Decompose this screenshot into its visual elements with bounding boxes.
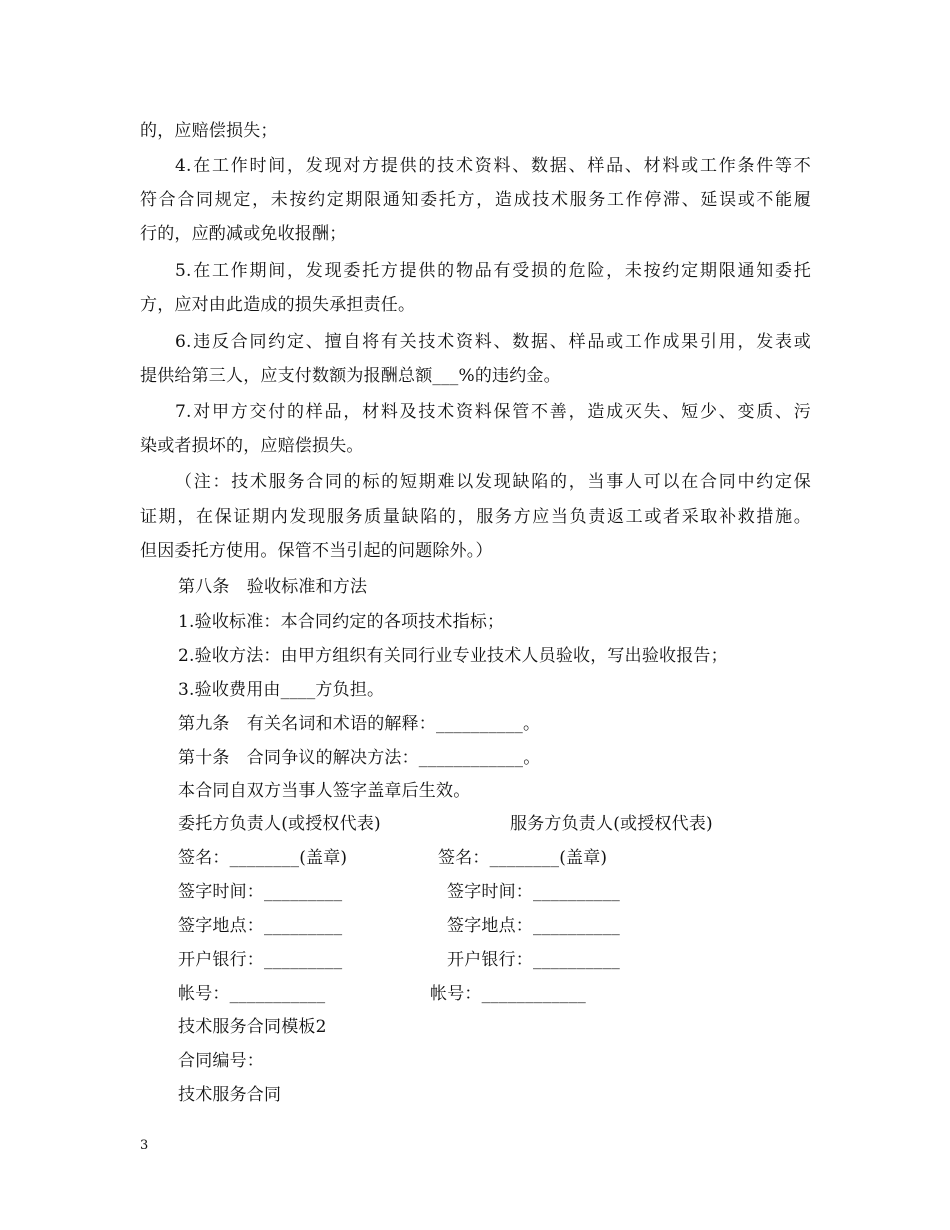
paragraph-line: 5.在工作期间，发现委托方提供的物品有受损的危险，未按约定期限通知委托 (175, 261, 811, 281)
contract-heading: 技术服务合同 (178, 1085, 282, 1105)
note-line: 证期，在保证期内发现服务质量缺陷的，服务方应当负责返工或者采取补救措施。 (140, 507, 811, 527)
client-representative-heading: 委托方负责人(或授权代表) (178, 814, 381, 834)
contract-number-label: 合同编号： (178, 1051, 264, 1071)
clause-line: 3.验收费用由____方负担。 (178, 680, 385, 700)
effective-clause: 本合同自双方当事人签字盖章后生效。 (178, 781, 471, 801)
clause-line: 2.验收方法：由甲方组织有关同行业专业技术人员验收，写出验收报告； (178, 646, 728, 666)
clause-line: 1.验收标准：本合同约定的各项技术指标； (178, 612, 505, 632)
client-sign-time-field: 签字时间：_________ (178, 882, 343, 902)
provider-account-field: 帐号：____________ (430, 984, 586, 1004)
client-account-field: 帐号：___________ (178, 984, 326, 1004)
paragraph-line: 方，应对由此造成的损失承担责任。 (140, 295, 416, 315)
provider-representative-heading: 服务方负责人(或授权代表) (510, 814, 713, 834)
paragraph-line: 行的，应酌减或免收报酬； (140, 224, 347, 244)
next-template-title: 技术服务合同模板2 (178, 1017, 327, 1037)
note-line: （注：技术服务合同的标的短期难以发现缺陷的，当事人可以在合同中约定保 (175, 472, 811, 492)
provider-sign-time-field: 签字时间：__________ (447, 882, 620, 902)
article-heading: 第十条 合同争议的解决方法：____________。 (178, 748, 541, 768)
provider-signature-field: 签名：________(盖章) (438, 848, 608, 868)
paragraph-line: 6.违反合同约定、擅自将有关技术资料、数据、样品或工作成果引用，发表或 (175, 332, 811, 352)
paragraph-line: 提供给第三人，应支付数额为报酬总额___%的违约金。 (140, 366, 561, 386)
paragraph-line: 符合合同规定，未按约定期限通知委托方，造成技术服务工作停滞、延误或不能履 (140, 190, 811, 210)
paragraph-line: 染或者损坏的，应赔偿损失。 (140, 436, 364, 456)
client-sign-place-field: 签字地点：_________ (178, 916, 343, 936)
client-bank-field: 开户银行：_________ (178, 950, 343, 970)
page-number: 3 (140, 1138, 149, 1153)
provider-bank-field: 开户银行：__________ (447, 950, 620, 970)
client-signature-field: 签名：________(盖章) (178, 848, 348, 868)
article-heading: 第九条 有关名词和术语的解释：__________。 (178, 714, 541, 734)
paragraph-line: 的，应赔偿损失； (140, 121, 278, 141)
provider-sign-place-field: 签字地点：__________ (447, 916, 620, 936)
note-line: 但因委托方使用。保管不当引起的问题除外。） (140, 541, 493, 561)
paragraph-line: 4.在工作时间，发现对方提供的技术资料、数据、样品、材料或工作条件等不 (175, 156, 811, 176)
article-heading: 第八条 验收标准和方法 (178, 577, 368, 597)
paragraph-line: 7.对甲方交付的样品，材料及技术资料保管不善，造成灭失、短少、变质、污 (175, 402, 811, 422)
